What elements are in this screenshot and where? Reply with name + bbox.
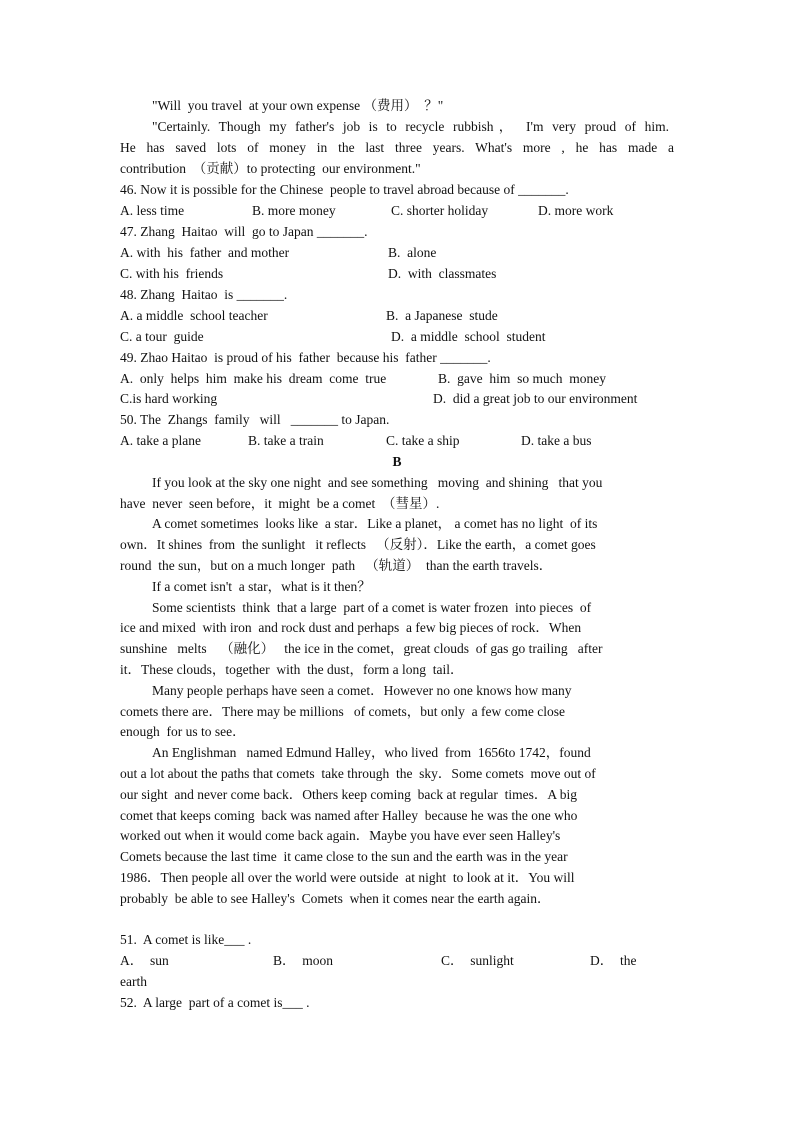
passage-line: Comets because the last time it came close to the sun and the earth was in the year	[120, 849, 568, 864]
dialogue-answer-line: He has saved lots of money in the last three years. What's more , he has made a	[120, 140, 674, 155]
question-46-stem: 46. Now it is possible for the Chinese people to travel abroad because of _______.	[120, 182, 569, 197]
passage-line: If a comet isn't a star，what is it then？	[152, 579, 371, 594]
question-48-option-d: D. a middle school student	[391, 329, 546, 344]
question-49-option-a: A. only helps him make his dream come true	[120, 371, 387, 386]
section-heading: B	[392, 454, 402, 469]
passage-line: it．These clouds，together with the dust，form a long tail．	[120, 662, 464, 677]
passage-line: If you look at the sky one night and see something moving and shining that you	[152, 475, 603, 490]
dialogue-question: "Will you travel at your own expense （费用） ？"	[152, 98, 444, 113]
passage-line: Some scientists think that a large part of a comet is water frozen into pieces of	[152, 600, 592, 615]
dialogue-answer-line: contribution （贡献）to protecting our environment."	[120, 161, 421, 176]
question-48-option-c: C. a tour guide	[120, 329, 204, 344]
question-48-option-b: B. a Japanese stude	[386, 308, 498, 323]
question-50-stem: 50. The Zhangs family will _______ to Japan.	[120, 412, 390, 427]
question-47-option-b: B. alone	[388, 245, 437, 260]
passage-line: round the sun，but on a much longer path （轨道） than the earth travels．	[120, 558, 553, 573]
question-46-option-c: C. shorter holiday	[391, 203, 489, 218]
question-46-option-a: A. less time	[120, 203, 185, 218]
question-51-option-d-wrap: earth	[120, 974, 147, 989]
passage-line: ice and mixed with iron and rock dust and perhaps a few big pieces of rock．When	[120, 620, 582, 635]
question-48-stem: 48. Zhang Haitao is _______.	[120, 287, 288, 302]
question-49-option-d: D. did a great job to our environment	[433, 391, 638, 406]
passage-line: 1986．Then people all over the world were outside at night to look at it．You will	[120, 870, 575, 885]
dialogue-answer-line: "Certainly. Though my father's job is to recycle rubbish， I'm very proud of him.	[152, 119, 669, 134]
passage-line: sunshine melts （融化） the ice in the comet，great clouds of gas go trailing after	[120, 641, 603, 656]
question-52-stem: 52. A large part of a comet is___ .	[120, 995, 310, 1010]
question-50-option-b: B. take a train	[248, 433, 324, 448]
question-48-option-a: A. a middle school teacher	[120, 308, 268, 323]
passage-line: have never seen before，it might be a comet （彗星）.	[120, 496, 440, 511]
question-49-option-b: B. gave him so much money	[438, 371, 606, 386]
passage-line: our sight and never come back．Others keep coming back at regular times．A big	[120, 787, 577, 802]
question-46-option-b: B. more money	[252, 203, 336, 218]
question-51-option-d: D． the	[590, 953, 637, 968]
question-51-stem: 51. A comet is like___ .	[120, 932, 252, 947]
question-50-option-d: D. take a bus	[521, 433, 592, 448]
passage-line: out a lot about the paths that comets take through the sky．Some comets move out of	[120, 766, 596, 781]
question-49-stem: 49. Zhao Haitao is proud of his father because his father _______.	[120, 350, 491, 365]
question-51-option-c: C． sunlight	[441, 953, 514, 968]
passage-line: own．It shines from the sunlight it reflects （反射）．Like the earth，a comet goes	[120, 537, 596, 552]
question-50-option-c: C. take a ship	[386, 433, 460, 448]
question-51-option-b: B． moon	[273, 953, 334, 968]
question-47-option-d: D. with classmates	[388, 266, 497, 281]
passage-line: comets there are．There may be millions of comets，but only a few come close	[120, 704, 565, 719]
passage-line: worked out when it would come back again．Maybe you have ever seen Halley's	[120, 828, 561, 843]
question-47-stem: 47. Zhang Haitao will go to Japan _______.	[120, 224, 368, 239]
question-46-option-d: D. more work	[538, 203, 614, 218]
passage-line: A comet sometimes looks like a star．Like a planet， a comet has no light of its	[152, 516, 598, 531]
passage-line: An Englishman named Edmund Halley，who lived from 1656to 1742，found	[152, 745, 591, 760]
question-47-option-c: C. with his friends	[120, 266, 224, 281]
passage-line: Many people perhaps have seen a comet．However no one knows how many	[152, 683, 572, 698]
question-49-option-c: C.is hard working	[120, 391, 218, 406]
question-47-option-a: A. with his father and mother	[120, 245, 290, 260]
passage-line: probably be able to see Halley's Comets when it comes near the earth again．	[120, 891, 551, 906]
question-50-option-a: A. take a plane	[120, 433, 201, 448]
question-51-option-a: A． sun	[120, 953, 169, 968]
passage-line: comet that keeps coming back was named after Halley because he was the one who	[120, 808, 578, 823]
passage-line: enough for us to see．	[120, 724, 246, 739]
